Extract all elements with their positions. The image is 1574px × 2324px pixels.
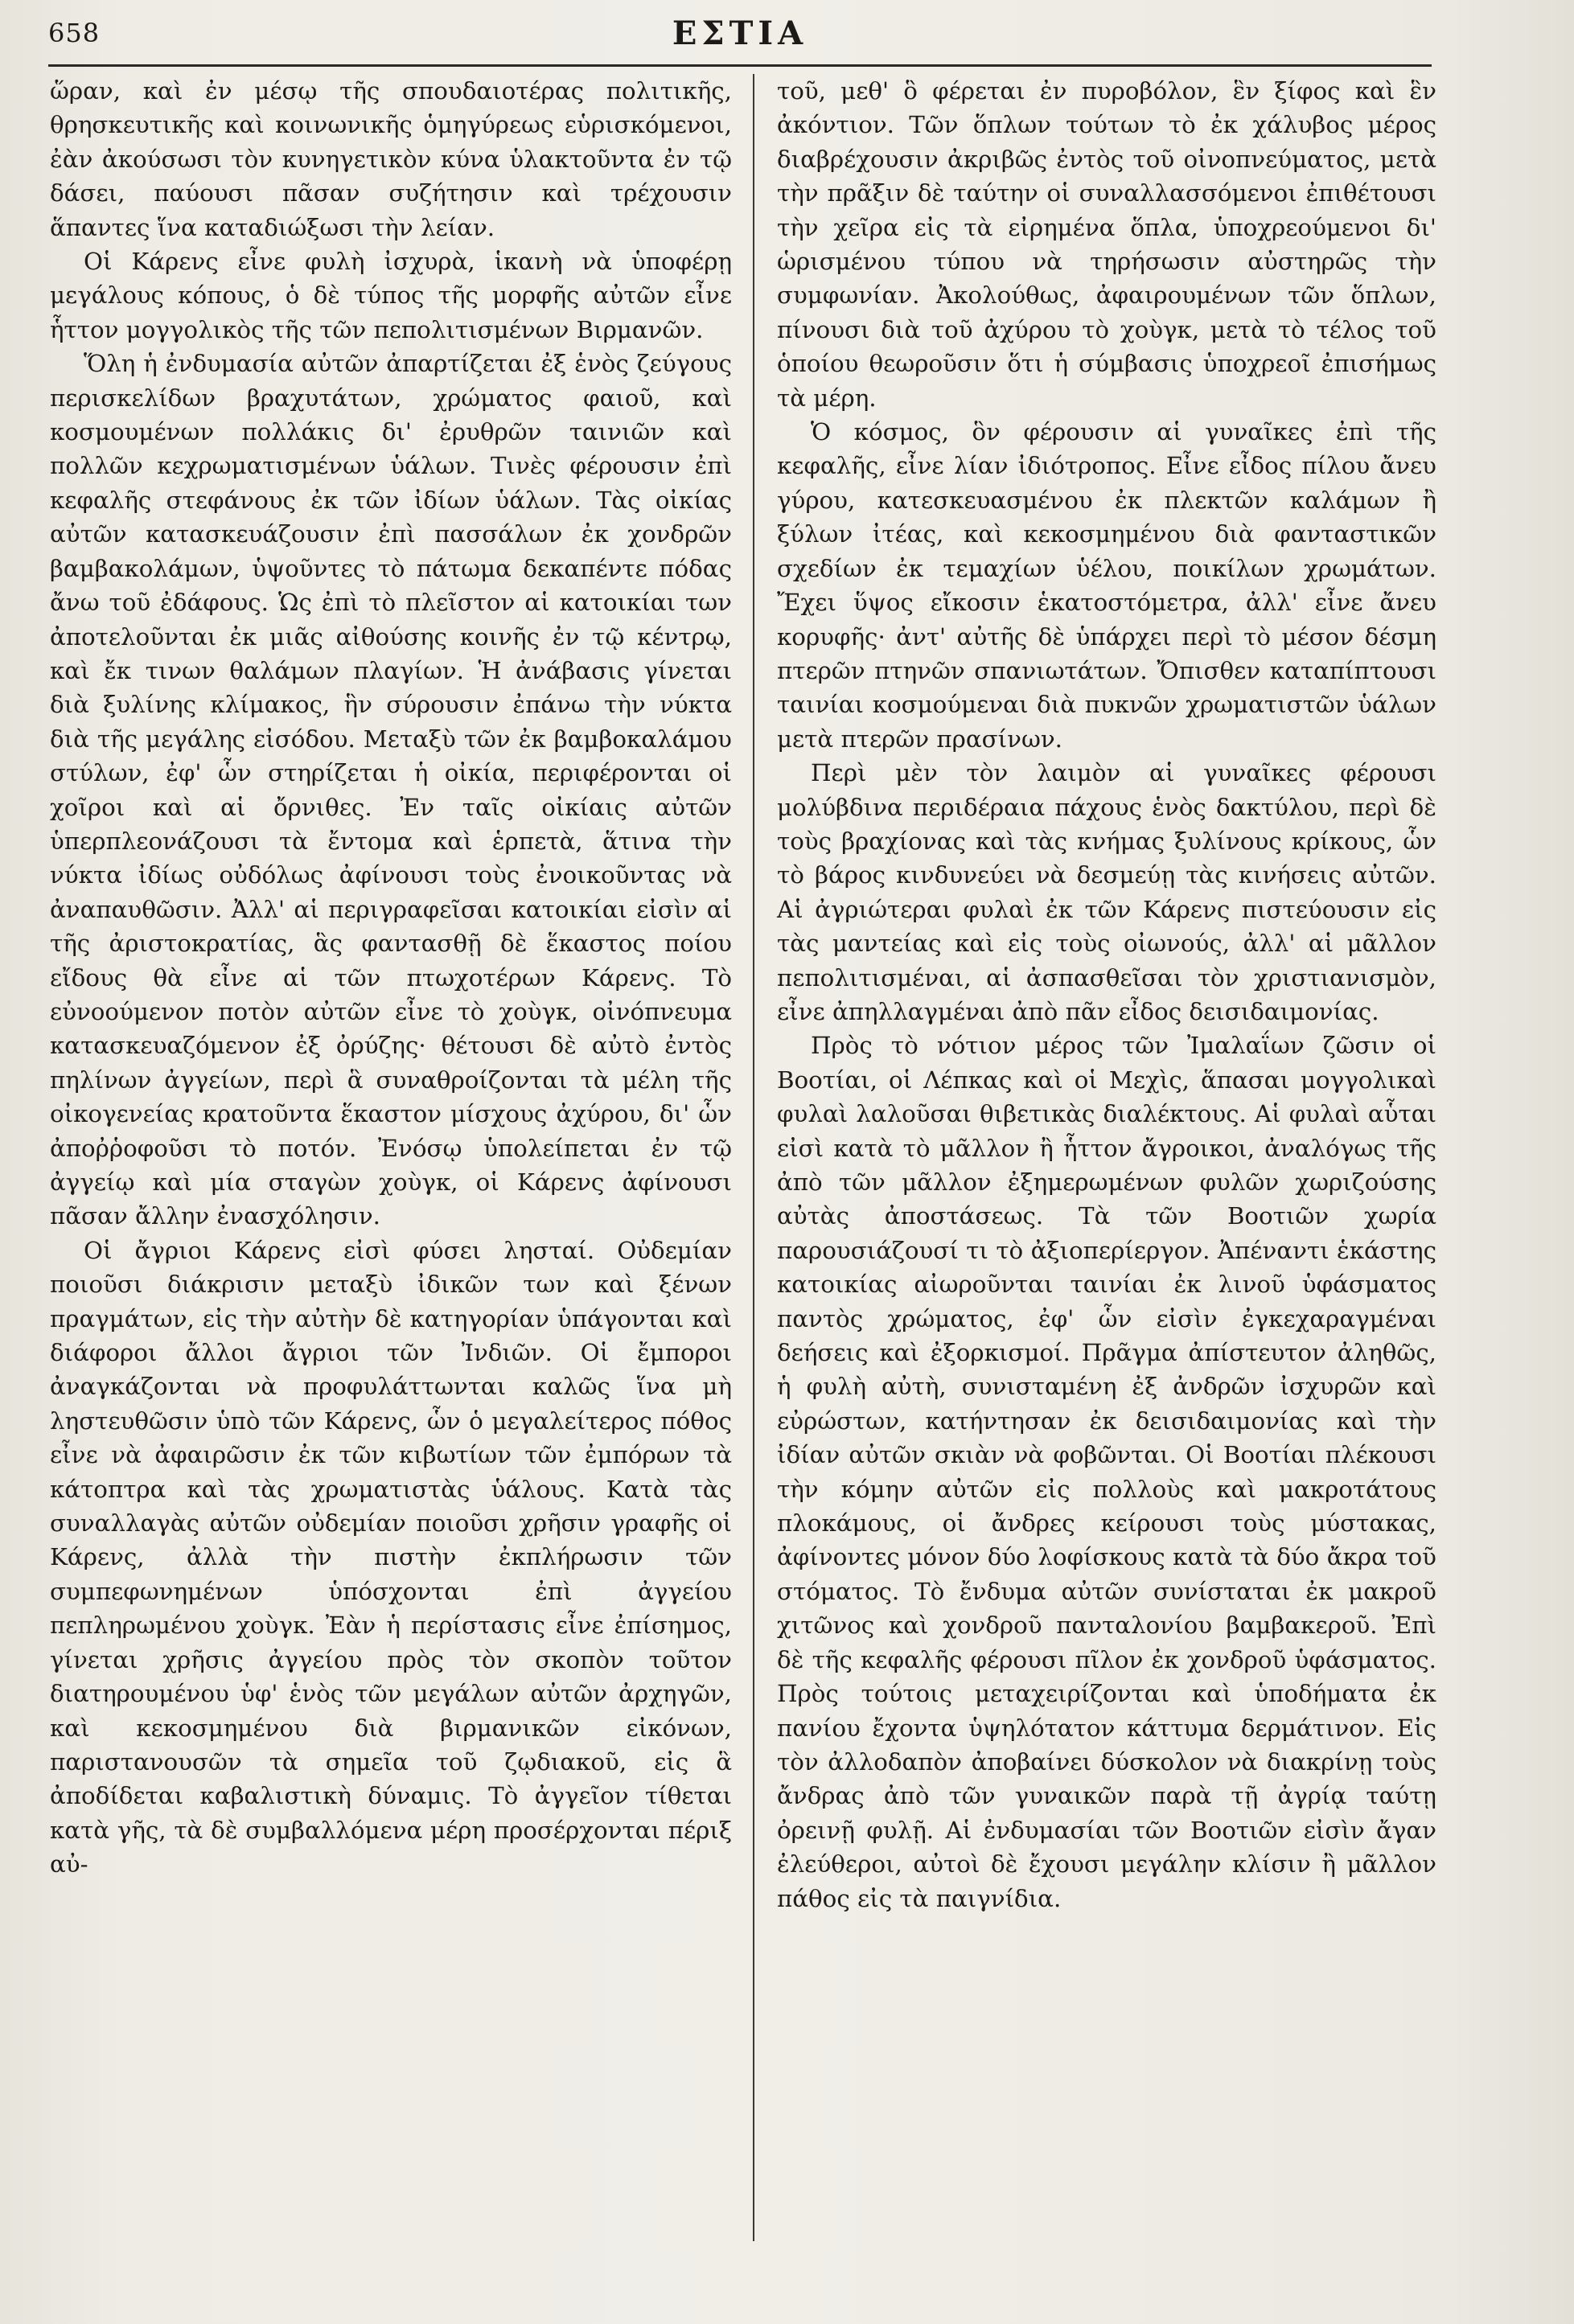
- left-column: [50, 74, 732, 1882]
- column-divider: [753, 74, 754, 2241]
- paragraph: Πρὸς τὸ νότιον μέρος τῶν Ἰμαλαΐων ζῶσιν οἱ Βοοτίαι, οἱ Λέπκας καὶ οἱ Μεχὶς, ἅπασαι μογγολικαὶ φυλαὶ λαλοῦσαι θιβετικὰς διαλέκτους. Αἱ φυλαὶ αὗται εἰσὶ κατὰ τὸ μᾶλλον ἢ ἧττον ἄγροικοι, ἀναλόγως τῆς ἀπὸ τῶν μᾶλλον ἐξημερωμένων φυλῶν χωριζούσης αὐτὰς ἀποστάσεως. Τὰ τῶν Βοοτιῶν χωρία παρουσιάζουσί τι τὸ ἀξιοπερίεργον. Ἀπέναντι ἑκάστης κατοικίας αἰωροῦνται ταινίαι ἐκ λινοῦ ὑφάσματος παντὸς χρώματος, ἐφ' ὧν εἰσὶν ἐγκεχαραγμέναι δεήσεις καὶ ἐξορκισμοί. Πρᾶγμα ἀπίστευτον ἀληθῶς, ἡ φυλὴ αὐτὴ, συνισταμένη ἐξ ἀνδρῶν ἰσχυρῶν καὶ εὐρώστων, κατήντησαν ἐκ δεισιδαιμονίας καὶ τὴν ἰδίαν αὐτῶν σκιὰν νὰ φοβῶνται. Οἱ Βοοτίαι πλέκουσι τὴν κόμην αὐτῶν εἰς πολλοὺς καὶ μακροτάτους πλοκάμους, οἱ ἄνδρες κείρουσι τοὺς μύστακας, ἀφίνοντες μόνον δύο λοφίσκους κατὰ τὰ δύο ἄκρα τοῦ στόματος. Τὸ ἔνδυμα αὐτῶν συνίσταται ἐκ μακροῦ χιτῶνος καὶ χονδροῦ πανταλονίου βαμβακεροῦ. Ἐπὶ δὲ τῆς κεφαλῆς φέρουσι πῖλον ἐκ χονδροῦ ὑφάσματος. Πρὸς τούτοις μεταχειρίζονται καὶ ὑποδήματα ἐκ πανίου ἔχοντα ὑψηλότατον κάττυμα δερμάτινον. Εἰς τὸν ἀλλοδαπὸν ἀποβαίνει δύσκολον νὰ διακρίνῃ τοὺς ἄνδρας ἀπὸ τῶν γυναικῶν παρὰ τῇ ἀγρίᾳ ταύτῃ ὀρεινῇ φυλῇ. Αἱ ἐνδυμασίαι τῶν Βοοτιῶν εἰσὶν ἄγαν ἐλεύθεροι, αὐτοὶ δὲ ἔχουσι μεγάλην κλίσιν ἢ μᾶλλον πάθος εἰς τὰ παιγνίδια.: [777, 1032, 1436, 1912]
- header-rule: [48, 64, 1432, 67]
- paragraph: ὥραν, καὶ ἐν μέσῳ τῆς σπουδαιοτέρας πολιτικῆς, θρησκευτικῆς καὶ κοινωνικῆς ὁμηγύρεως εὑρισκόμενοι, ἐὰν ἀκούσωσι τὸν κυνηγετικὸν κύνα ὑλακτοῦντα ἐν τῷ δάσει, παύουσι πᾶσαν συζήτησιν καὶ τρέχουσιν ἅπαντες ἵνα καταδιώξωσι τὴν λείαν.: [50, 77, 732, 241]
- paragraph: Ὁ κόσμος, ὃν φέρουσιν αἱ γυναῖκες ἐπὶ τῆς κεφαλῆς, εἶνε λίαν ἰδιότροπος. Εἶνε εἶδος πίλου ἄνευ γύρου, κατεσκευασμένου ἐκ πλεκτῶν καλάμων ἢ ξύλων ἰτέας, καὶ κεκοσμημένου διὰ φανταστικῶν σχεδίων ἐκ τεμαχίων ὑέλου, ποικίλων χρωμάτων. Ἔχει ὕψος εἴκοσιν ἑκατοστόμετρα, ἀλλ' εἶνε ἄνευ κορυφῆς· ἀντ' αὐτῆς δὲ ὑπάρχει περὶ τὸ μέσον δέσμη πτερῶν πτηνῶν σπανιωτάτων. Ὄπισθεν καταπίπτουσι ταινίαι κοσμούμεναι διὰ πυκνῶν χρωματιστῶν ὑάλων μετὰ πτερῶν πρασίνων.: [777, 418, 1436, 753]
- right-column: [777, 74, 1436, 1915]
- page-number: 658: [48, 18, 101, 48]
- page-header: [48, 11, 1432, 60]
- paragraph: Περὶ μὲν τὸν λαιμὸν αἱ γυναῖκες φέρουσι μολύβδινα περιδέραια πάχους ἑνὸς δακτύλου, περὶ δὲ τοὺς βραχίονας καὶ τὰς κνήμας ξυλίνους κρίκους, ὧν τὸ βάρος κινδυνεύει νὰ δεσμεύῃ τὰς κινήσεις αὐτῶν. Αἱ ἀγριώτεραι φυλαὶ ἐκ τῶν Κάρενς πιστεύουσιν εἰς τὰς μαντείας καὶ εἰς τοὺς οἰωνούς, ἀλλ' αἱ μᾶλλον πεπολιτισμέναι, αἱ ἀσπασθεῖσαι τὸν χριστιανισμὸν, εἶνε ἀπηλλαγμέναι ἀπὸ πᾶν εἶδος δεισιδαιμονίας.: [777, 759, 1436, 1025]
- paragraph: τοῦ, μεθ' ὃ φέρεται ἐν πυροβόλον, ἓν ξίφος καὶ ἓν ἀκόντιον. Τῶν ὅπλων τούτων τὸ ἐκ χάλυβος μέρος διαβρέχουσιν ἀκριβῶς ἐντὸς τοῦ οἰνοπνεύματος, μετὰ τὴν πρᾶξιν δὲ ταύτην οἱ συναλλασσόμενοι ἐπιθέτουσι τὴν χεῖρα εἰς τὰ εἰρημένα ὅπλα, ὑποχρεούμενοι δι' ὡρισμένου τύπου νὰ τηρήσωσιν αὐστηρῶς τὴν συμφωνίαν. Ἀκολούθως, ἀφαιρουμένων τῶν ὅπλων, πίνουσι διὰ τοῦ ἀχύρου τὸ χοὺγκ, μετὰ τὸ τέλος τοῦ ὁποίου θεωροῦσιν ὅτι ἡ σύμβασις ὑποχρεοῖ ἐπισήμως τὰ μέρη.: [777, 77, 1436, 412]
- paragraph: Οἱ Κάρενς εἶνε φυλὴ ἰσχυρὰ, ἱκανὴ νὰ ὑποφέρῃ μεγάλους κόπους, ὁ δὲ τύπος τῆς μορφῆς αὐτῶν εἶνε ἧττον μογγολικὸς τῆς τῶν πεπολιτισμένων Βιρμανῶν.: [50, 248, 732, 343]
- running-title: ΕΣΤΙΑ: [672, 14, 808, 52]
- paragraph: Ὅλη ἡ ἐνδυμασία αὐτῶν ἀπαρτίζεται ἐξ ἑνὸς ζεύγους περισκελίδων βραχυτάτων, χρώματος φαιοῦ, καὶ κοσμουμένων πολλάκις δι' ἐρυθρῶν ταινιῶν καὶ πολλῶν κεχρωματισμένων ὑάλων. Τινὲς φέρουσιν ἐπὶ κεφαλῆς στεφάνους ἐκ τῶν ἰδίων ὑάλων. Τὰς οἰκίας αὐτῶν κατασκευάζουσιν ἐπὶ πασσάλων ἐκ χονδρῶν βαμβακολάμων, ὑψοῦντες τὸ πάτωμα δεκαπέντε πόδας ἄνω τοῦ ἐδάφους. Ὡς ἐπὶ τὸ πλεῖστον αἱ κατοικίαι των ἀποτελοῦνται ἐκ μιᾶς αἰθούσης κοινῆς ἐν τῷ κέντρῳ, καὶ ἔκ τινων θαλάμων πλαγίων. Ἡ ἀνάβασις γίνεται διὰ ξυλίνης κλίμακος, ἣν σύρουσιν ἐπάνω τὴν νύκτα διὰ τῆς μεγάλης εἰσόδου. Μεταξὺ τῶν ἐκ βαμβοκαλάμου στύλων, ἐφ' ὧν στηρίζεται ἡ οἰκία, περιφέρονται οἱ χοῖροι καὶ αἱ ὄρνιθες. Ἐν ταῖς οἰκίαις αὐτῶν ὑπερπλεονάζουσι τὰ ἔντομα καὶ ἑρπετὰ, ἅτινα τὴν νύκτα ἰδίως οὐδόλως ἀφίνουσι τοὺς ἐνοικοῦντας νὰ ἀναπαυθῶσιν. Ἀλλ' αἱ περιγραφεῖσαι κατοικίαι εἰσὶν αἱ τῆς ἀριστοκρατίας, ἃς φαντασθῇ δὲ ἕκαστος ποίου εἴδους θὰ εἶνε αἱ τῶν πτωχοτέρων Κάρενς. Τὸ εὐνοούμενον ποτὸν αὐτῶν εἶνε τὸ χοὺγκ, οἰνόπνευμα κατασκευαζόμενον ἐξ ὀρύζης· θέτουσι δὲ αὐτὸ ἐντὸς πηλίνων ἀγγείων, περὶ ἃ συναθροίζονται τὰ μέλη τῆς οἰκογενείας κρατοῦντα ἕκαστον μίσχους ἀχύρου, δι' ὧν ἀποῤῥοφοῦσι τὸ ποτόν. Ἐνόσῳ ὑπολείπεται ἐν τῷ ἀγγείῳ καὶ μία σταγὼν χοὺγκ, οἱ Κάρενς ἀφίνουσι πᾶσαν ἄλλην ἐνασχόλησιν.: [50, 350, 732, 1230]
- paragraph: Οἱ ἄγριοι Κάρενς εἰσὶ φύσει λησταί. Οὐδεμίαν ποιοῦσι διάκρισιν μεταξὺ ἰδικῶν των καὶ ξένων πραγμάτων, εἰς τὴν αὐτὴν δὲ κατηγορίαν ὑπάγονται καὶ διάφοροι ἄλλοι ἄγριοι τῶν Ἰνδιῶν. Οἱ ἔμποροι ἀναγκάζονται νὰ προφυλάττωνται καλῶς ἵνα μὴ ληστευθῶσιν ὑπὸ τῶν Κάρενς, ὧν ὁ μεγαλείτερος πόθος εἶνε νὰ ἀφαιρῶσιν ἐκ τῶν κιβωτίων τῶν ἐμπόρων τὰ κάτοπτρα καὶ τὰς χρωματιστὰς ὑάλους. Κατὰ τὰς συναλλαγὰς αὐτῶν οὐδεμίαν ποιοῦσι χρῆσιν γραφῆς οἱ Κάρενς, ἀλλὰ τὴν πιστὴν ἐκπλήρωσιν τῶν συμπεφωνημένων ὑπόσχονται ἐπὶ ἀγγείου πεπληρωμένου χοὺγκ. Ἐὰν ἡ περίστασις εἶνε ἐπίσημος, γίνεται χρῆσις ἀγγείου πρὸς τὸν σκοπὸν τοῦτον διατηρουμένου ὑφ' ἑνὸς τῶν μεγάλων αὐτῶν ἀρχηγῶν, καὶ κεκοσμημένου διὰ βιρμανικῶν εἰκόνων, παριστανουσῶν τὰ σημεῖα τοῦ ζῳδιακοῦ, εἰς ἃ ἀποδίδεται καβαλιστικὴ δύναμις. Τὸ ἀγγεῖον τίθεται κατὰ γῆς, τὰ δὲ συμβαλλόμενα μέρη προσέρχονται πέριξ αὐ-: [50, 1236, 732, 1878]
